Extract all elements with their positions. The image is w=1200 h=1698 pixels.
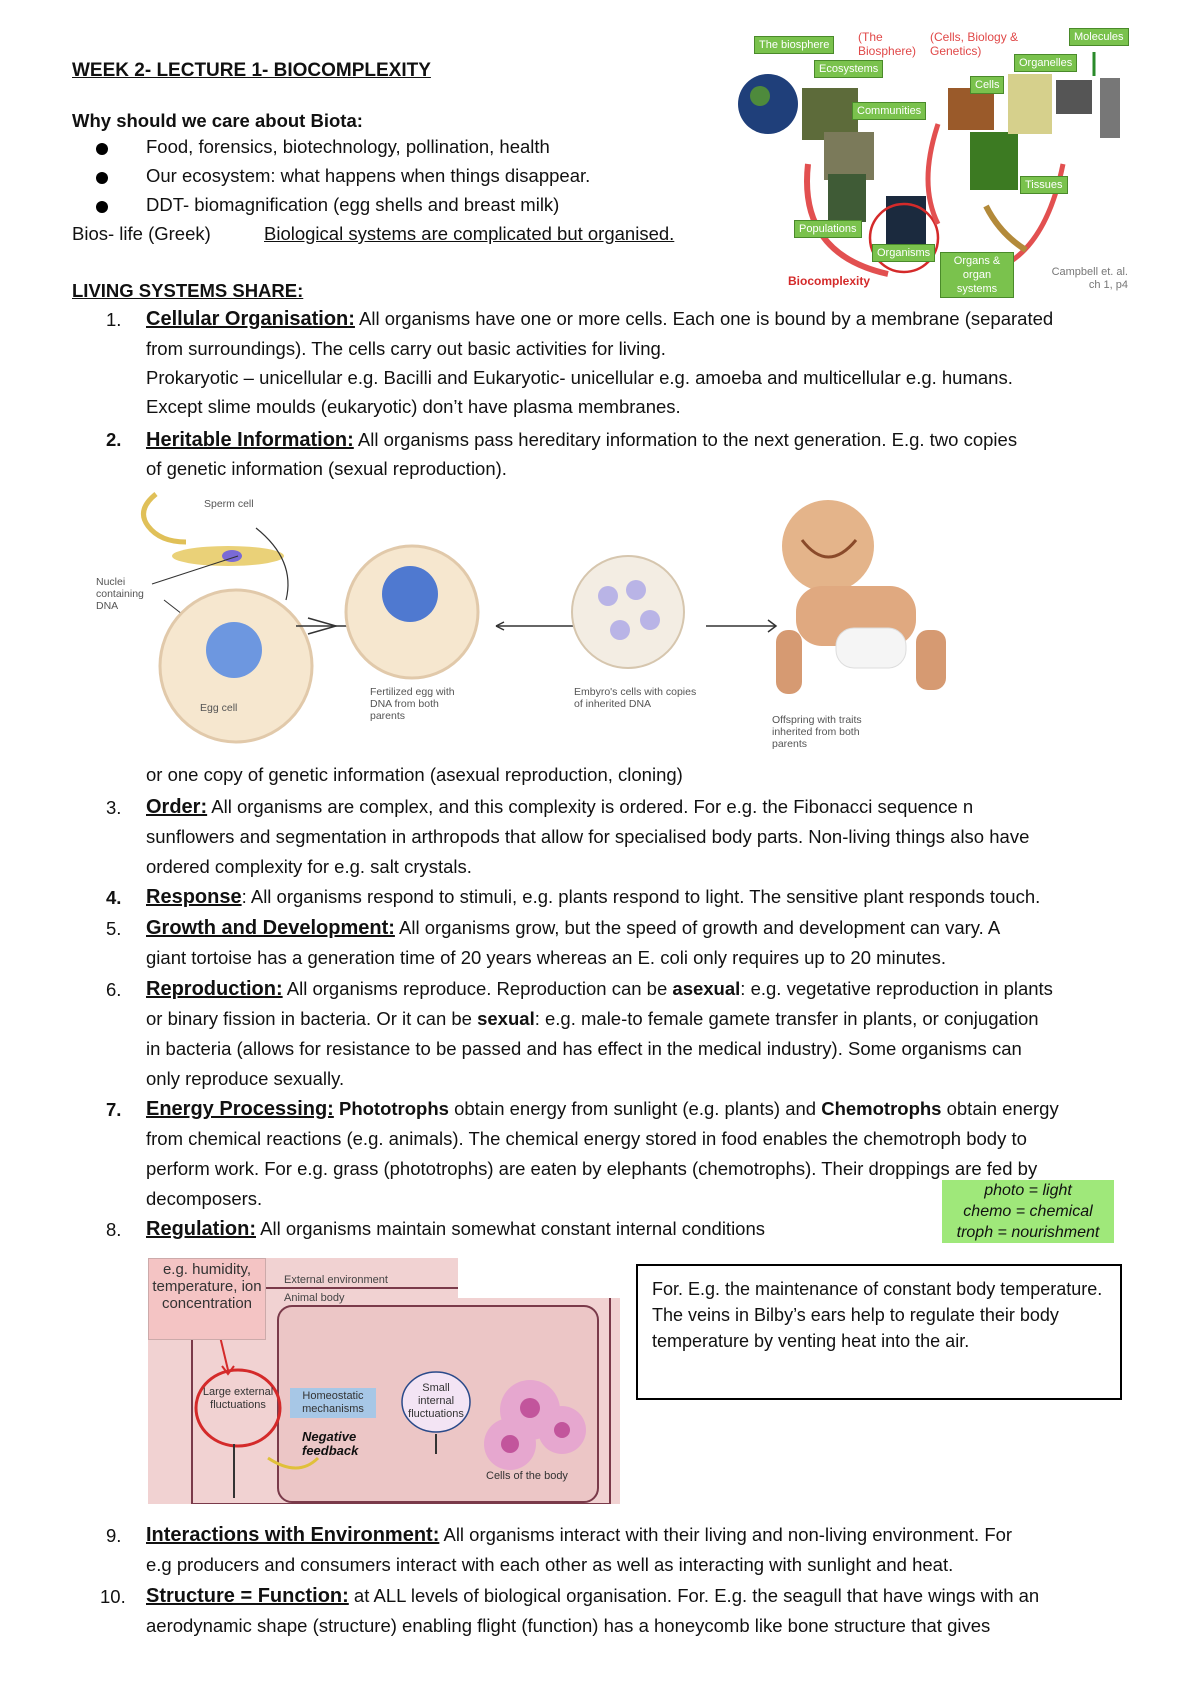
item-5-line: giant tortoise has a generation time of 20 years whereas an E. coli only requires up to 20 minutes. [146,947,947,968]
item-5-line [146,917,1146,939]
item-1-line [146,308,1146,330]
item-6-line: only reproduce sexually. [146,1068,345,1089]
item-9-heading: Interactions with Environment: [146,1524,440,1546]
label-fertilized-egg: Fertilized egg with DNA from both parents [370,686,455,722]
item-1-text: All organisms have one or more cells. Each one is bound by a membrane (separated [354,308,1054,329]
item-5-heading: Growth and Development: [146,917,395,939]
label-molecules: Molecules [1069,28,1129,46]
label-animal-body: Animal body [284,1292,345,1304]
label-organs: Organs & organ systems [940,252,1014,298]
item-7-line: perform work. For e.g. grass (phototrophs) are eaten by elephants (chemotrophs). Their droppings are fed by [146,1158,1038,1179]
item-7-text: obtain energy [941,1098,1059,1119]
item-10-line [146,1585,1146,1607]
item-number: 1. [106,309,122,330]
item-4-text: : All organisms respond to stimuli, e.g. plants respond to light. The sensitive plant responds touch. [241,886,1041,907]
label-egg-cell: Egg cell [200,702,238,714]
label-tissues: Tissues [1020,176,1068,194]
item-9-line [146,1524,1146,1546]
item-6-line: in bacteria (allows for resistance to be passed and has effect in the medical industry). Some organisms can [146,1038,1022,1059]
item-1-line: from surroundings). The cells carry out basic activities for living. [146,338,666,359]
item-6-text: All organisms reproduce. Reproduction can be [282,978,673,999]
label-embryo: Embyro's cells with copies of inherited DNA [574,686,697,710]
item-number: 10. [100,1586,126,1607]
label-small-fluctuations: Small internal fluctuations [408,1382,464,1420]
label-cells-note: (Cells, Biology & Genetics) [930,30,1019,58]
bullet-icon [96,143,108,155]
bullet-icon [96,201,108,213]
label-biosphere: The biosphere [754,36,834,54]
biocomplexity-arrows [738,24,1138,294]
bullet-item: Our ecosystem: what happens when things disappear. [146,165,591,186]
item-3-text: All organisms are complex, and this complexity is ordered. For e.g. the Fibonacci sequence n [207,796,974,817]
bullet-icon [96,172,108,184]
page-title: WEEK 2- LECTURE 1- BIOCOMPLEXITY [72,60,431,81]
item-9-text: All organisms interact with their living and non-living environment. For [439,1524,1013,1545]
label-external: External environment [284,1274,388,1286]
biocomplexity-diagram [738,24,1138,294]
item-6-text: : e.g. male-to female gamete transfer in plants, or conjugation [534,1008,1039,1029]
why-heading: Why should we care about Biota: [72,110,363,131]
item-1-line: Prokaryotic – unicellular e.g. Bacilli and Eukaryotic- unicellular e.g. amoeba and multicellular e.g. humans. [146,367,1013,388]
label-organisms: Organisms [872,244,935,262]
label-biosphere-note: (The Biosphere) [858,30,917,58]
item-1-heading: Cellular Organisation: [146,308,355,330]
item-6-heading: Reproduction: [146,978,283,1000]
regulation-note-box: For. E.g. the maintenance of constant body temperature. The veins in Bilby’s ears help to regulate their body temperature by venting heat into the air. [636,1264,1122,1400]
item-number: 6. [106,979,122,1000]
label-biocomplexity: Biocomplexity [788,274,871,288]
label-populations: Populations [794,220,862,238]
item-2-line [146,429,1146,451]
item-7-text: obtain energy from sunlight (e.g. plants) and [448,1098,822,1119]
item-8-text: All organisms maintain somewhat constant internal conditions [256,1218,766,1239]
item-3-heading: Order: [146,796,208,818]
bullet-item: DDT- biomagnification (egg shells and breast milk) [146,194,560,215]
item-number: 4. [106,887,122,908]
phototrophs-term: Phototrophs [338,1098,449,1119]
item-6-text: or binary fission in bacteria. Or it can be [146,1008,478,1029]
item-4-heading: Response [146,886,242,908]
trophs-line: chemo = chemical [963,1203,1093,1220]
item-7-line [146,1098,1146,1120]
label-cells-of-body: Cells of the body [486,1470,568,1482]
label-offspring: Offspring with traits inherited from both parents [772,714,862,750]
item-2-line: of genetic information (sexual reproduction). [146,458,507,479]
item-7-line: from chemical reactions (e.g. animals). The chemical energy stored in food enables the chemotroph body to [146,1128,1027,1149]
item-10-line: aerodynamic shape (structure) enabling flight (function) has a honeycomb like bone structure that gives [146,1615,991,1636]
item-8-line [146,1218,1146,1240]
item-10-text: at ALL levels of biological organisation. For. E.g. the seagull that have wings with an [348,1585,1040,1606]
label-organelles: Organelles [1014,54,1077,72]
label-sperm-cell: Sperm cell [204,498,254,510]
label-negative-feedback: Negative feedback [302,1429,359,1458]
item-3-line: ordered complexity for e.g. salt crystals. [146,856,472,877]
item-2-text: All organisms pass hereditary information to the next generation. E.g. two copies [353,429,1018,450]
item-number: 9. [106,1525,122,1546]
item-3-line: sunflowers and segmentation in arthropods that allow for specialised body parts. Non-living things also have [146,826,1030,847]
item-5-text: All organisms grow, but the speed of growth and development can vary. A [394,917,1001,938]
item-7-line: decomposers. [146,1188,263,1209]
item-number: 8. [106,1219,122,1240]
item-6-line [146,978,1146,1000]
item-number: 5. [106,918,122,939]
homeostasis-diagram [148,1258,620,1504]
item-2-heading: Heritable Information: [146,429,354,451]
item-number: 3. [106,797,122,818]
item-9-line: e.g producers and consumers interact with each other as well as interacting with sunlight and heat. [146,1554,954,1575]
diagram-mask [458,1258,620,1298]
item-8-heading: Regulation: [146,1218,256,1240]
living-systems-heading: LIVING SYSTEMS SHARE: [72,280,304,301]
item-7-heading: Energy Processing: [146,1098,334,1120]
item-number: 7. [106,1099,122,1120]
item-2-after: or one copy of genetic information (asexual reproduction, cloning) [146,764,683,785]
item-1-line: Except slime moulds (eukaryotic) don’t have plasma membranes. [146,396,681,417]
bios-statement: Biological systems are complicated but organised. [264,223,675,244]
heritable-diagram [96,490,1056,750]
sexual-term: sexual [477,1008,535,1029]
label-nuclei: Nuclei containing DNA [96,576,144,612]
item-number: 2. [106,429,122,450]
example-factors: e.g. humidity, temperature, ion concentration [148,1258,266,1340]
item-3-line [146,796,1146,818]
bios-definition: Bios- life (Greek) [72,223,211,244]
label-cells: Cells [970,76,1004,94]
heritable-drawing [96,490,1056,750]
trophs-line: troph = nourishment [956,1224,1100,1241]
asexual-term: asexual [672,978,741,999]
label-ecosystems: Ecosystems [814,60,883,78]
item-4-line [146,886,1146,908]
item-6-line [146,1008,1146,1030]
item-10-heading: Structure = Function: [146,1585,349,1607]
item-6-text: : e.g. vegetative reproduction in plants [740,978,1053,999]
chemotrophs-term: Chemotrophs [821,1098,942,1119]
label-homeostatic: Homeostatic mechanisms [290,1388,376,1418]
label-communities: Communities [852,102,926,120]
diagram-credit: Campbell et. al. ch 1, p4 [1051,266,1128,291]
trophs-line: photo = light [984,1182,1072,1199]
label-large-fluctuations: Large external fluctuations [202,1386,274,1411]
bullet-item: Food, forensics, biotechnology, pollination, health [146,136,550,157]
